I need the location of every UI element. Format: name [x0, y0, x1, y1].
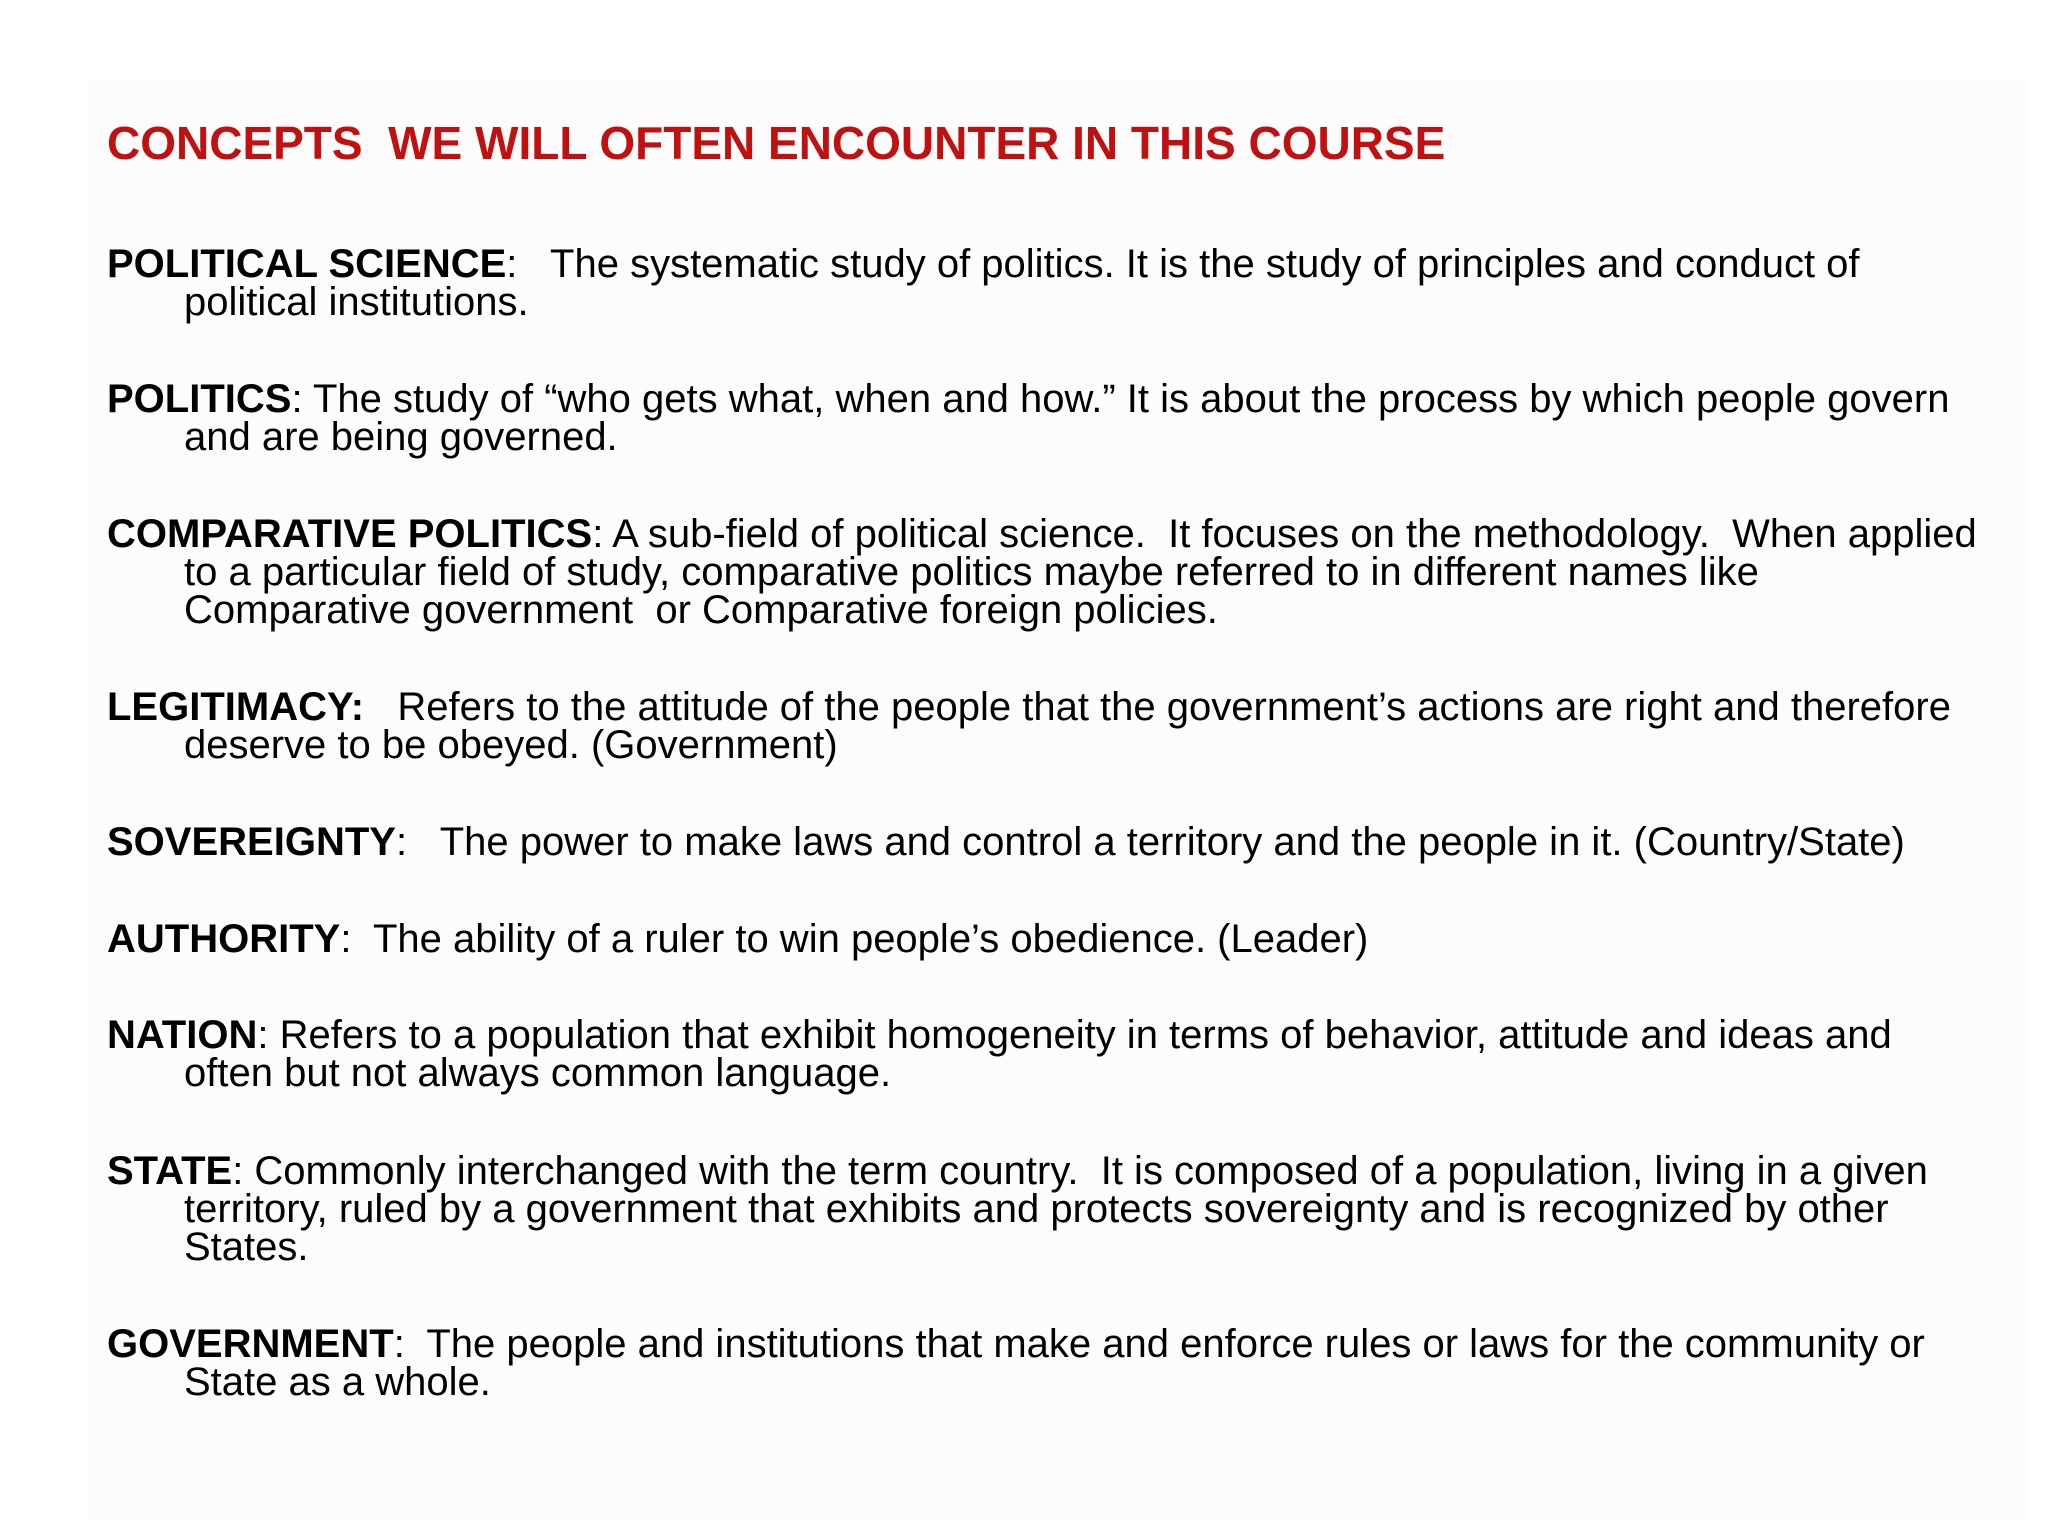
concept-authority [107, 917, 1977, 961]
concept-term: NATION [107, 1013, 258, 1057]
concept-definition: The people and institutions that make and enforce rules or laws for the community or State as a whole. [184, 1322, 1936, 1404]
concept-separator: : [395, 820, 440, 864]
concept-term: LEGITIMACY: [107, 685, 365, 729]
concept-definition: The power to make laws and control a territory and the people in it. (Country/State) [439, 820, 1905, 864]
concept-sovereignty [107, 820, 1977, 864]
slide-title: CONCEPTS WE WILL OFTEN ENCOUNTER IN THIS COURSE [107, 117, 1446, 169]
concept-comparative-politics [107, 512, 1988, 632]
concept-separator: : [393, 1322, 427, 1366]
concept-term: COMPARATIVE POLITICS [107, 512, 593, 556]
concept-definition: The study of “who gets what, when and how.” It is about the process by which people govern and are being governed. [184, 377, 1961, 459]
concept-definition: A sub-field of political science. It focuses on the methodology. When applied to a particular field of study, comparative politics maybe referred to in different names like Comparative government or Comparative foreign policies. [184, 512, 1988, 632]
concept-separator: : [232, 1149, 255, 1193]
concept-definition: Refers to the attitude of the people that the government’s actions are right and therefore deserve to be obeyed. (Government) [184, 685, 1963, 767]
concept-government [107, 1322, 1977, 1404]
concept-separator: : [506, 242, 551, 286]
concept-separator: : [592, 512, 613, 556]
concept-definition: The systematic study of politics. It is the study of principles and conduct of political institutions. [184, 242, 1871, 324]
concept-legitimacy [107, 685, 1977, 767]
concept-term: POLITICS [107, 377, 292, 421]
concept-definition: Refers to a population that exhibit homogeneity in terms of behavior, attitude and ideas and often but not always common language. [184, 1013, 1903, 1095]
concept-term: AUTHORITY [107, 917, 341, 961]
concept-political-science [107, 242, 1977, 324]
concept-separator: : [257, 1013, 280, 1057]
concept-term: STATE [107, 1149, 233, 1193]
concept-term: GOVERNMENT [107, 1322, 394, 1366]
concept-definition: The ability of a ruler to win people’s obedience. (Leader) [372, 917, 1369, 961]
concept-state [107, 1149, 1977, 1269]
concept-nation [107, 1013, 1977, 1095]
concept-definition: Commonly interchanged with the term country. It is composed of a population, living in a given territory, ruled by a government that exhibits and protects sovereignty and is recognized by other States. [184, 1149, 1940, 1269]
concept-term: POLITICAL SCIENCE [107, 242, 507, 286]
concept-politics [107, 377, 1977, 459]
concept-separator: : [291, 377, 313, 421]
concept-term: SOVEREIGNTY [107, 820, 396, 864]
concept-separator: : [340, 917, 373, 961]
